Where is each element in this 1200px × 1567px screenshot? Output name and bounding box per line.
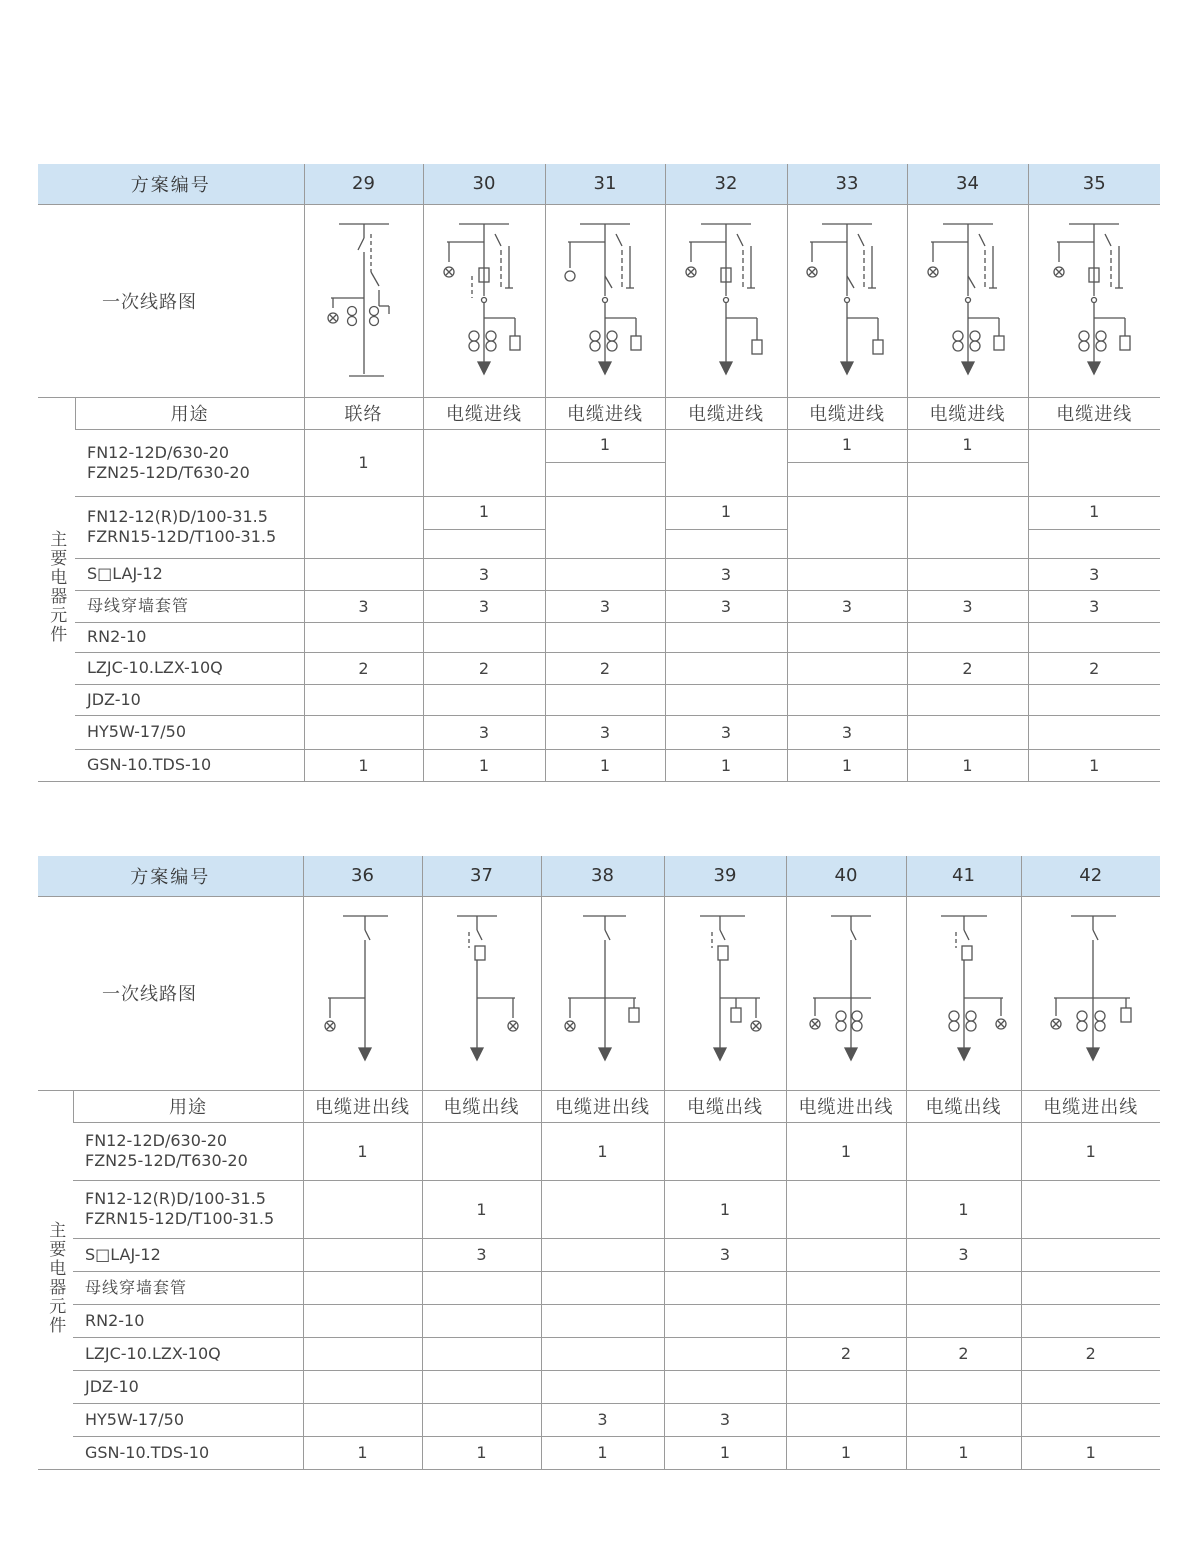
usage-value: 电缆进线 [1028,397,1160,429]
scheme-number: 42 [1021,856,1160,896]
component-count: 2 [906,1337,1021,1370]
group-label: 主要电器元件 [46,530,67,644]
component-count [545,496,665,558]
component-name: FN12-12D/630-20 FZN25-12D/T630-20 [75,429,304,496]
cable-out-diagram-icon [664,896,786,1090]
group-label-cell [38,397,75,781]
component-count: 1 [304,429,423,496]
component-count: 2 [1028,652,1160,684]
component-count [907,622,1028,652]
component-count [787,558,907,590]
component-count: 2 [304,652,423,684]
component-count: 3 [665,590,787,622]
component-count: 3 [1028,590,1160,622]
component-count: 1 [422,1436,541,1469]
component-count [304,684,423,715]
group-label: 主要电器元件 [45,1220,66,1335]
usage-value: 电缆进线 [665,397,787,429]
component-count [664,1370,786,1403]
component-count [541,1238,664,1271]
component-count [303,1403,422,1436]
component-count [906,1271,1021,1304]
usage-value: 电缆进线 [545,397,665,429]
incoming-cable-diagram-icon [545,204,665,397]
scheme-number: 33 [787,164,907,204]
scheme-number: 29 [304,164,423,204]
component-name: JDZ-10 [75,684,304,715]
component-count: 2 [1021,1337,1160,1370]
component-count [303,1238,422,1271]
diagram-label: 一次线路图 [38,896,303,1090]
component-count [665,684,787,715]
cable-in-out-diagram-icon [1021,896,1160,1090]
cable-in-out-diagram-icon [541,896,664,1090]
component-count: 1 [787,429,907,496]
component-count: 3 [1028,558,1160,590]
component-name: GSN-10.TDS-10 [73,1436,303,1469]
component-count [304,558,423,590]
component-count: 1 [907,749,1028,781]
component-count: 1 [906,1436,1021,1469]
scheme-number: 35 [1028,164,1160,204]
incoming-cable-diagram-icon [665,204,787,397]
component-name: LZJC-10.LZX-10Q [75,652,304,684]
component-count: 1 [907,429,1028,496]
component-count [907,684,1028,715]
component-count: 1 [303,1436,422,1469]
component-count [664,1304,786,1337]
component-count [423,684,545,715]
component-name: S□LAJ-12 [75,558,304,590]
scheme-number: 38 [541,856,664,896]
component-count: 3 [541,1403,664,1436]
component-count [665,652,787,684]
component-count [423,622,545,652]
scheme-number: 37 [422,856,541,896]
component-count [541,1370,664,1403]
component-count: 1 [545,429,665,496]
scheme-number: 41 [906,856,1021,896]
component-count [1021,1238,1160,1271]
component-count [541,1337,664,1370]
component-count: 1 [1021,1122,1160,1180]
component-count [786,1238,906,1271]
component-count [541,1304,664,1337]
component-count [786,1370,906,1403]
component-count [906,1403,1021,1436]
component-count [303,1271,422,1304]
scheme-number-label: 方案编号 [38,856,303,896]
component-count: 3 [545,590,665,622]
scheme-table-2 [38,856,1160,1470]
component-count: 1 [664,1436,786,1469]
component-count: 1 [541,1436,664,1469]
component-count [787,684,907,715]
component-count [303,1370,422,1403]
component-name: JDZ-10 [73,1370,303,1403]
component-count [422,1122,541,1180]
incoming-cable-diagram-icon [907,204,1028,397]
component-count: 3 [907,590,1028,622]
component-name: 母线穿墙套管 [73,1271,303,1304]
component-count: 3 [422,1238,541,1271]
component-count [906,1122,1021,1180]
component-count: 1 [786,1436,906,1469]
component-count [906,1304,1021,1337]
component-count: 1 [422,1180,541,1238]
component-name: RN2-10 [73,1304,303,1337]
component-count [665,429,787,496]
component-count [303,1180,422,1238]
component-count [786,1180,906,1238]
component-count: 1 [665,749,787,781]
component-count [1021,1403,1160,1436]
component-count [786,1403,906,1436]
component-count [545,622,665,652]
cable-out-diagram-icon [422,896,541,1090]
incoming-cable-diagram-icon [787,204,907,397]
component-count [786,1271,906,1304]
component-count [787,652,907,684]
group-label-cell [38,1090,73,1469]
usage-value: 电缆出线 [906,1090,1021,1122]
component-count [541,1180,664,1238]
component-count: 1 [1028,749,1160,781]
component-count [907,496,1028,558]
usage-value: 电缆进出线 [303,1090,422,1122]
component-name: RN2-10 [75,622,304,652]
component-count: 3 [423,590,545,622]
component-name: S□LAJ-12 [73,1238,303,1271]
component-name: FN12-12D/630-20 FZN25-12D/T630-20 [73,1122,303,1180]
component-count: 1 [304,749,423,781]
component-name: FN12-12(R)D/100-31.5 FZRN15-12D/T100-31.5 [73,1180,303,1238]
component-name: GSN-10.TDS-10 [75,749,304,781]
component-count: 2 [545,652,665,684]
incoming-cable-diagram-icon [423,204,545,397]
cable-out-diagram-icon [906,896,1021,1090]
component-count [304,496,423,558]
component-count: 2 [786,1337,906,1370]
component-name: FN12-12(R)D/100-31.5 FZRN15-12D/T100-31.5 [75,496,304,558]
component-count: 3 [423,558,545,590]
component-count: 2 [423,652,545,684]
component-count [545,684,665,715]
component-count: 1 [664,1180,786,1238]
component-count [422,1304,541,1337]
component-count: 3 [423,715,545,749]
component-count: 1 [1021,1436,1160,1469]
scheme-number: 34 [907,164,1028,204]
usage-value: 联络 [304,397,423,429]
scheme-table-1 [38,164,1160,782]
component-count: 1 [1028,496,1160,558]
component-count [304,622,423,652]
component-count: 1 [906,1180,1021,1238]
component-count: 3 [787,590,907,622]
component-count: 1 [545,749,665,781]
diagram-label: 一次线路图 [38,204,304,397]
scheme-number-label: 方案编号 [38,164,304,204]
scheme-number: 32 [665,164,787,204]
component-count: 3 [665,558,787,590]
component-count [1028,622,1160,652]
component-count [541,1271,664,1304]
component-count [906,1370,1021,1403]
component-name: 母线穿墙套管 [75,590,304,622]
component-count [1021,1180,1160,1238]
component-count [786,1304,906,1337]
usage-value: 电缆进出线 [1021,1090,1160,1122]
component-count [665,622,787,652]
usage-value: 电缆进出线 [541,1090,664,1122]
component-count [1028,429,1160,496]
component-count [787,622,907,652]
component-count: 3 [664,1238,786,1271]
cable-in-out-diagram-icon [786,896,906,1090]
component-count [545,558,665,590]
usage-value: 电缆出线 [422,1090,541,1122]
usage-label: 用途 [75,397,304,429]
component-count: 1 [786,1122,906,1180]
component-name: HY5W-17/50 [73,1403,303,1436]
component-count: 3 [545,715,665,749]
component-count [907,558,1028,590]
component-count [423,429,545,496]
component-count [304,715,423,749]
component-count [907,715,1028,749]
component-count: 2 [907,652,1028,684]
component-count: 1 [423,749,545,781]
usage-value: 电缆进线 [423,397,545,429]
component-count [787,496,907,558]
cable-in-out-diagram-icon [303,896,422,1090]
usage-value: 电缆进线 [907,397,1028,429]
component-count: 1 [541,1122,664,1180]
incoming-cable-diagram-icon [1028,204,1160,397]
scheme-number: 30 [423,164,545,204]
component-count: 1 [787,749,907,781]
component-count [1028,684,1160,715]
component-count: 1 [423,496,545,558]
component-count [303,1337,422,1370]
usage-label: 用途 [73,1090,303,1122]
component-count: 3 [304,590,423,622]
component-count [422,1271,541,1304]
scheme-number: 36 [303,856,422,896]
scheme-number: 31 [545,164,665,204]
component-name: LZJC-10.LZX-10Q [73,1337,303,1370]
component-count: 1 [665,496,787,558]
component-count [1021,1370,1160,1403]
usage-value: 电缆进出线 [786,1090,906,1122]
component-count [1021,1271,1160,1304]
tie-diagram-icon [304,204,423,397]
component-count: 3 [665,715,787,749]
usage-value: 电缆进线 [787,397,907,429]
component-name: HY5W-17/50 [75,715,304,749]
component-count: 3 [906,1238,1021,1271]
usage-value: 电缆出线 [664,1090,786,1122]
component-count [1028,715,1160,749]
component-count: 3 [664,1403,786,1436]
component-count [303,1304,422,1337]
component-count: 3 [787,715,907,749]
component-count [422,1403,541,1436]
component-count [422,1337,541,1370]
scheme-number: 40 [786,856,906,896]
component-count [1021,1304,1160,1337]
scheme-number: 39 [664,856,786,896]
component-count: 1 [303,1122,422,1180]
component-count [664,1337,786,1370]
component-count [664,1271,786,1304]
component-count [422,1370,541,1403]
component-count [664,1122,786,1180]
